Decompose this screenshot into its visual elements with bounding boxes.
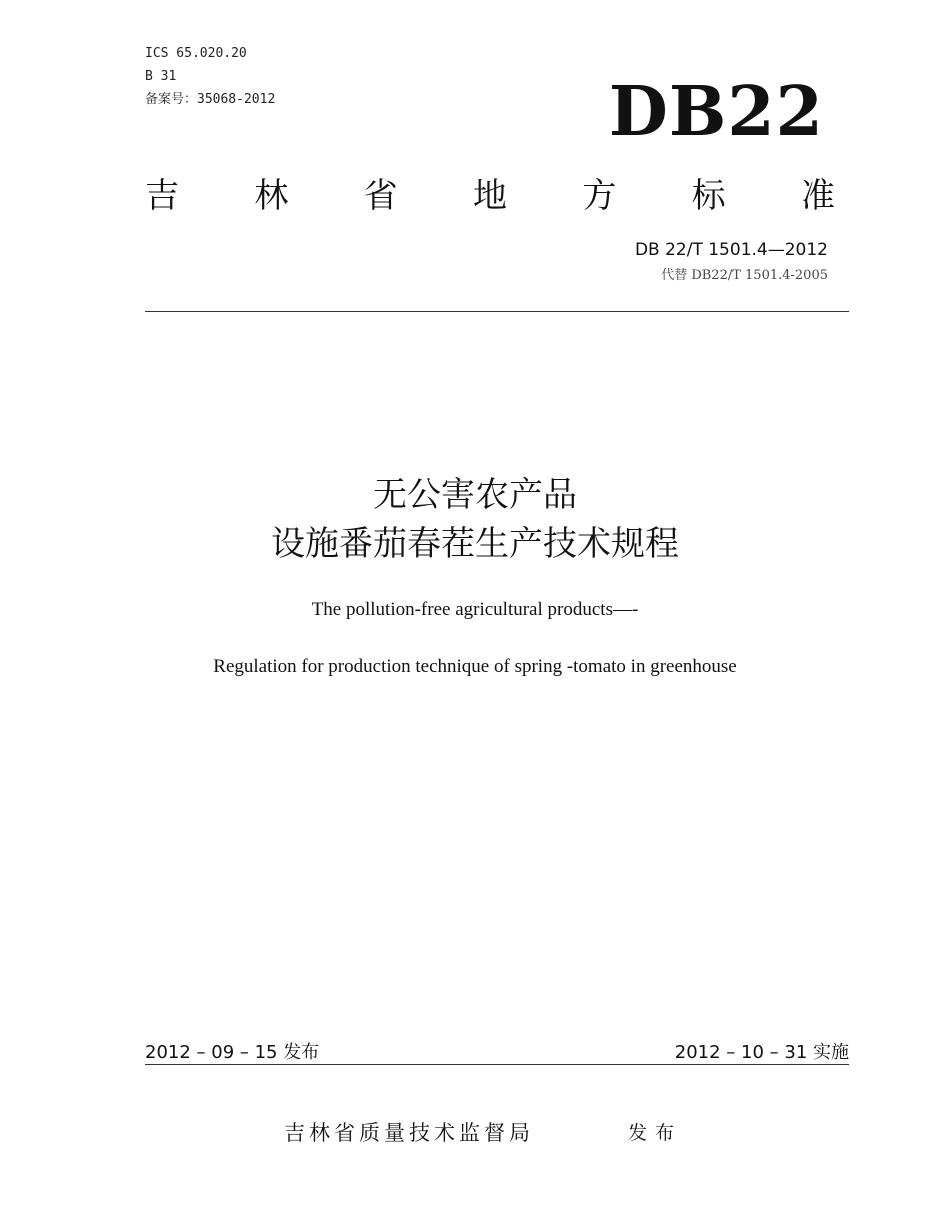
title-chinese-line1: 无公害农产品: [373, 475, 577, 515]
issuing-action: 发布: [628, 1122, 683, 1144]
replaces-standard: 代替 DB22/T 1501.4-2005: [661, 268, 828, 283]
standard-type-char: 省: [363, 175, 398, 216]
db-code-heading: DB22: [608, 72, 824, 152]
classification-code: B 31: [145, 69, 177, 84]
standard-type-char: 方: [582, 175, 617, 216]
issue-date: 2012 – 09 – 15 发布: [145, 1042, 320, 1063]
standard-type-char: 地: [472, 175, 507, 216]
standard-type-char: 准: [800, 175, 835, 216]
standard-type-char: 标: [691, 175, 726, 216]
top-divider: [145, 311, 849, 312]
title-english-line1: The pollution-free agricultural products—-: [311, 599, 639, 620]
implementation-date: 2012 – 10 – 31 实施: [674, 1042, 849, 1063]
filing-number: 备案号：35068-2012: [145, 92, 276, 107]
standard-type-char: 吉: [145, 175, 179, 216]
bottom-divider: [145, 1064, 849, 1065]
standard-type-heading: [145, 168, 835, 216]
title-chinese-line2: 设施番茄春茬生产技术规程: [271, 524, 679, 564]
ics-code: ICS 65.020.20: [145, 46, 247, 61]
standard-number: DB 22/T 1501.4—2012: [634, 240, 828, 260]
issuing-authority: 吉林省质量技术监督局: [284, 1121, 534, 1145]
standard-type-char: 林: [254, 175, 289, 216]
title-english-line2: Regulation for production technique of spring -tomato in greenhouse: [213, 656, 737, 677]
